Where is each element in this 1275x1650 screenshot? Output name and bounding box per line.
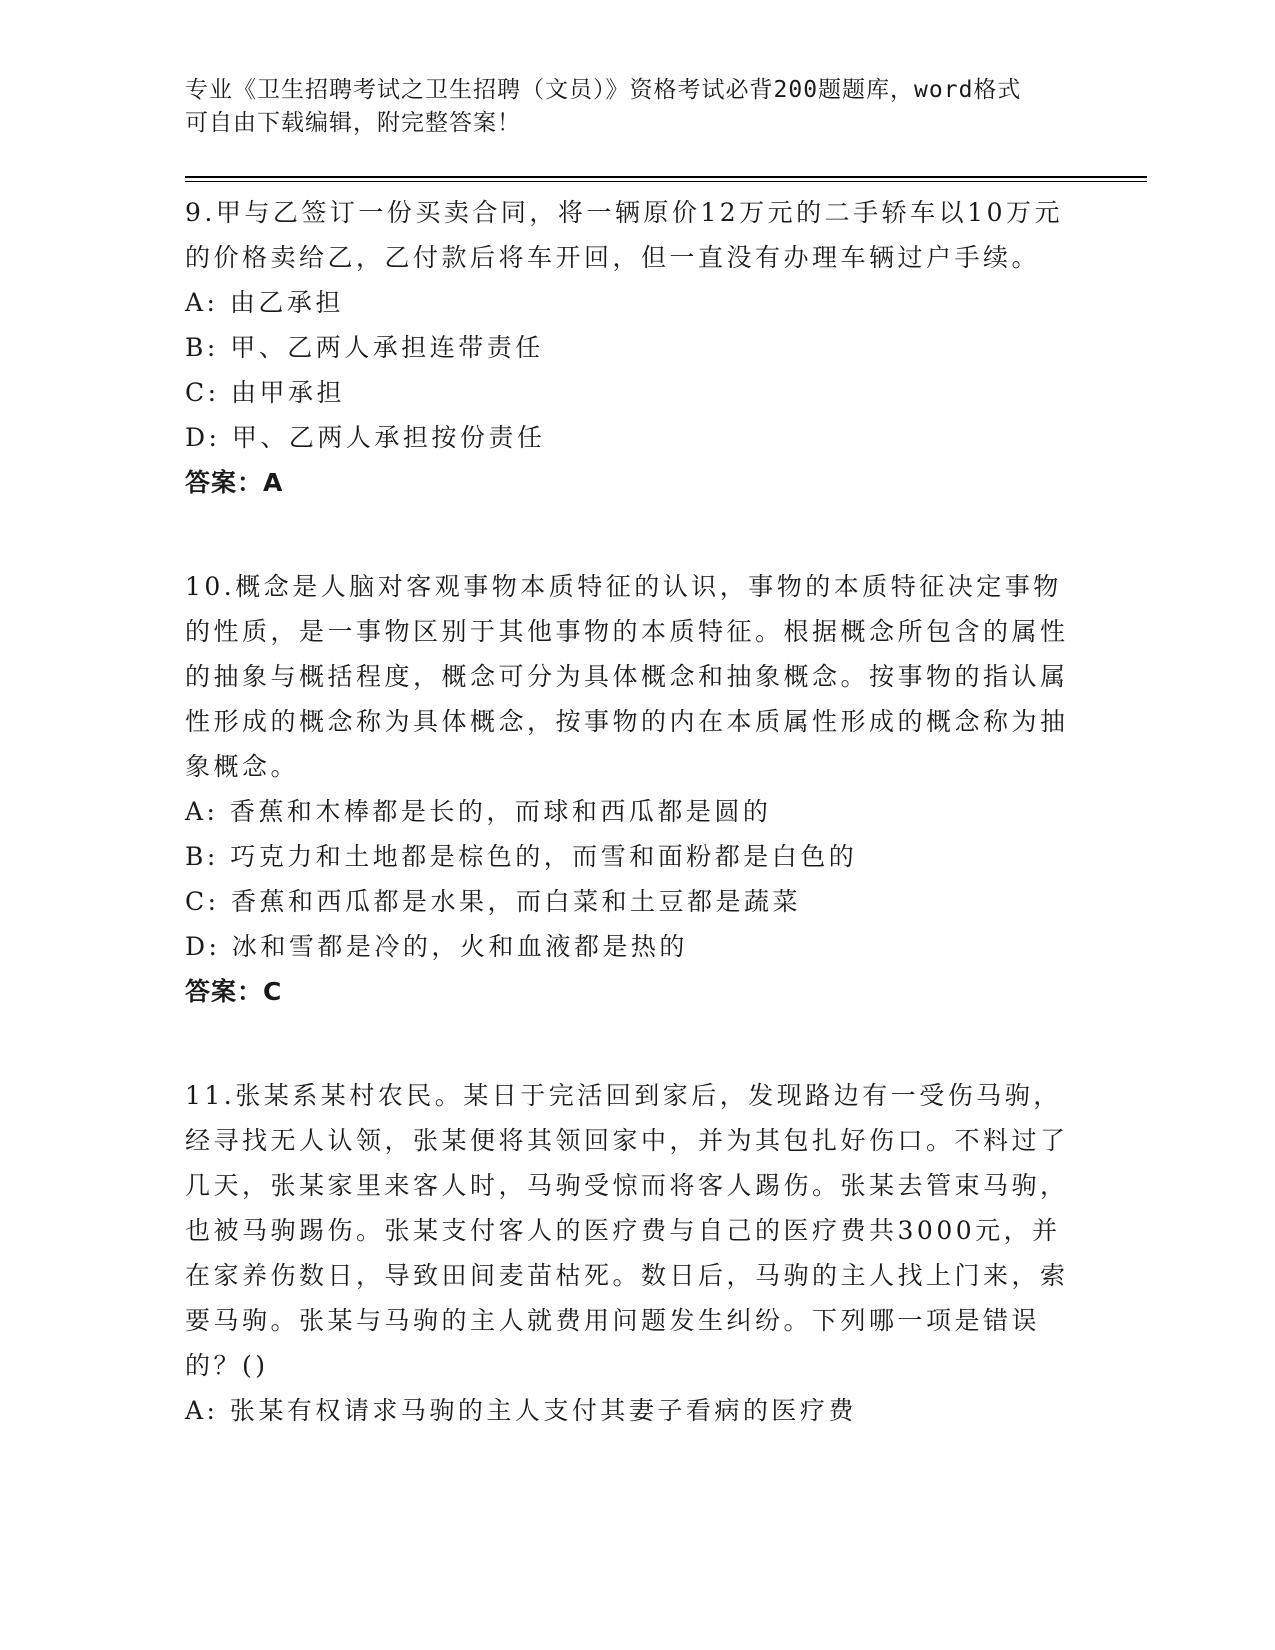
answer-label: 答案：A <box>185 468 284 497</box>
option-a: A: 香蕉和木棒都是长的，而球和西瓜都是圆的 <box>185 797 772 826</box>
header-divider-thin <box>185 181 1147 182</box>
question-list <box>185 190 1085 1491</box>
option-a: A: 由乙承担 <box>185 288 344 317</box>
header-line-1: 专业《卫生招聘考试之卫生招聘（文员）》资格考试必背200题题库，word格式 <box>185 77 1022 103</box>
question-stem: 10.概念是人脑对客观事物本质特征的认识，事物的本质特征决定事物的性质，是一事物区别于其他事物的本质特征。根据概念所包含的属性的抽象与概括程度，概念可分为具体概念和抽象概念。按事物的指认属性形成的概念称为具体概念，按事物的内在本质属性形成的概念称为抽象概念。 <box>185 572 1069 781</box>
option-b: B: 甲、乙两人承担连带责任 <box>185 333 544 362</box>
document-header <box>185 74 1065 140</box>
question-stem: 11.张某系某村农民。某日于完活回到家后，发现路边有一受伤马驹，经寻找无人认领，张某便将其领回家中，并为其包扎好伤口。不料过了几天，张某家里来客人时，马驹受惊而将客人踢伤。张某去管束马驹，也被马驹踢伤。张某支付客人的医疗费与自己的医疗费共3000元，并在家养伤数日，导致田间麦苗枯死。数日后，马驹的主人找上门来，索要马驹。张某与马驹的主人就费用问题发生纠纷。下列哪一项是错误的？() <box>185 1081 1069 1380</box>
option-a: A: 张某有权请求马驹的主人支付其妻子看病的医疗费 <box>185 1396 857 1425</box>
option-d: D: 甲、乙两人承担按份责任 <box>185 423 546 452</box>
option-c: C: 香蕉和西瓜都是水果，而白菜和土豆都是蔬菜 <box>185 887 801 916</box>
question-stem: 9.甲与乙签订一份买卖合同，将一辆原价12万元的二手轿车以10万元的价格卖给乙，乙付款后将车开回，但一直没有办理车辆过户手续。 <box>185 198 1063 272</box>
option-b: B: 巧克力和土地都是棕色的，而雪和面粉都是白色的 <box>185 842 858 871</box>
header-line-2: 可自由下载编辑，附完整答案！ <box>185 110 521 136</box>
option-c: C: 由甲承担 <box>185 378 345 407</box>
option-d: D: 冰和雪都是冷的，火和血液都是热的 <box>185 932 688 961</box>
question-10 <box>185 564 1085 1015</box>
question-9 <box>185 190 1085 506</box>
header-divider <box>185 176 1147 178</box>
answer-label: 答案：C <box>185 977 283 1006</box>
question-11 <box>185 1073 1085 1433</box>
